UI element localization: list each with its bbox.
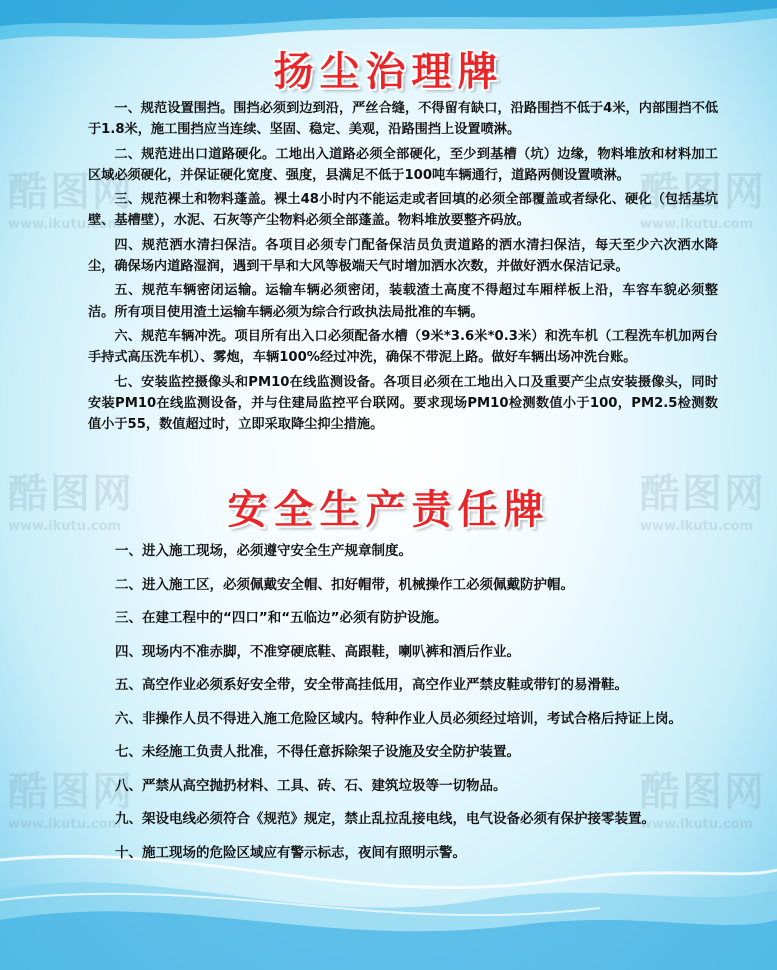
rule-item: 二、规范进出口道路硬化。工地出入道路必须全部硬化，至少到基槽（坑）边缘，物料堆放和材料加工区域必须硬化，并保证硬化宽度、强度，县满足不低于100吨车辆通行，道路两侧设置喷淋。 bbox=[88, 146, 718, 183]
rule-item: 六、非操作人员不得进入施工危险区域内。特种作业人员必须经过培训，考试合格后持证上岗。 bbox=[115, 710, 682, 727]
watermark: 酷图网 www.ikutu.com bbox=[8, 471, 134, 534]
rule-item: 五、高空作业必须系好安全带，安全带高挂低用，高空作业严禁皮鞋或带钉的易滑鞋。 bbox=[115, 677, 628, 693]
rule-item: 九、架设电线必须符合《规范》规定，禁止乱拉乱接电线，电气设备必须有保护接零装置。 bbox=[115, 811, 655, 827]
rule-item: 二、进入施工区，必须佩戴安全帽、扣好帽带，机械操作工必须佩戴防护帽。 bbox=[115, 576, 574, 593]
rule-item: 六、规范车辆冲洗。项目所有出入口必须配备水槽（9米*3.6米*0.3米）和洗车机（工程洗车机加两台手持式高压洗车机）、雾炮，车辆100%经过冲洗，确保不带泥上路。做好车辆出场冲洗台账。 bbox=[88, 328, 718, 366]
rule-item: 三、在建工程中的“四口”和“五临边”必须有防护设施。 bbox=[115, 610, 448, 626]
rule-item: 七、安装监控摄像头和PM10在线监测设备。各项目必须在工地出入口及重要产尘点安装摄像头，同时安装PM10在线监测设备，并与住建局监控平台联网。要求现场PM10检测数值小于100，PM2.5检测数值小于55，数值超过时，立即采取降尘抑尘措施。 bbox=[88, 374, 718, 433]
dust-control-rules bbox=[88, 98, 718, 438]
rule-item: 五、规范车辆密闭运输。运输车辆必须密闭，装载渣土高度不得超过车厢样板上沿，车容车貌必须整洁。所有项目使用渣土运输车辆必须为综合行政执法局批准的车辆。 bbox=[88, 283, 718, 320]
safety-responsibility-title: 安全生产责任牌 bbox=[227, 486, 550, 533]
watermark: 酷图网 www.ikutu.com bbox=[8, 769, 134, 832]
rule-item: 四、现场内不准赤脚，不准穿硬底鞋、高跟鞋，喇叭裤和酒后作业。 bbox=[115, 643, 520, 660]
rule-item: 七、未经施工负责人批准，不得任意拆除架子设施及安全防护装置。 bbox=[115, 744, 520, 760]
rule-item: 十、施工现场的危险区域应有警示标志，夜间有照明示警。 bbox=[115, 844, 466, 861]
rule-item: 一、进入施工现场，必须遵守安全生产规章制度。 bbox=[115, 543, 412, 559]
rule-item: 一、规范设置围挡。围挡必须到边到沿，严丝合缝，不得留有缺口，沿路围挡不低于4米，内部围挡不低于1.8米，施工围挡应当连续、坚固、稳定、美观，沿路围挡上设置喷淋。 bbox=[88, 101, 718, 138]
watermark: 酷图网 www.ikutu.com bbox=[640, 471, 766, 534]
watermark: 酷图网 www.ikutu.com bbox=[640, 769, 766, 832]
rule-item: 四、规范洒水清扫保洁。各项目必须专门配备保洁员负责道路的洒水清扫保洁，每天至少六次洒水降尘，确保场内道路湿润，遇到干旱和大风等极端天气时增加洒水次数，并做好洒水保洁记录。 bbox=[88, 237, 718, 275]
rule-item: 三、规范裸土和物料蓬盖。裸土48小时内不能运走或者回填的必须全部覆盖或者绿化、硬化（包括基坑壁、基槽壁），水泥、石灰等产尘物料必须全部蓬盖。物料堆放要整齐码放。 bbox=[88, 192, 718, 229]
rule-item: 八、严禁从高空抛扔材料、工具、砖、石、建筑垃圾等一切物品。 bbox=[115, 777, 507, 794]
dust-control-title: 扬尘治理牌 bbox=[273, 48, 504, 95]
watermark: 酷图网 www.ikutu.com bbox=[8, 169, 134, 232]
safety-rules bbox=[88, 540, 718, 875]
watermark: 酷图网 www.ikutu.com bbox=[640, 169, 766, 232]
